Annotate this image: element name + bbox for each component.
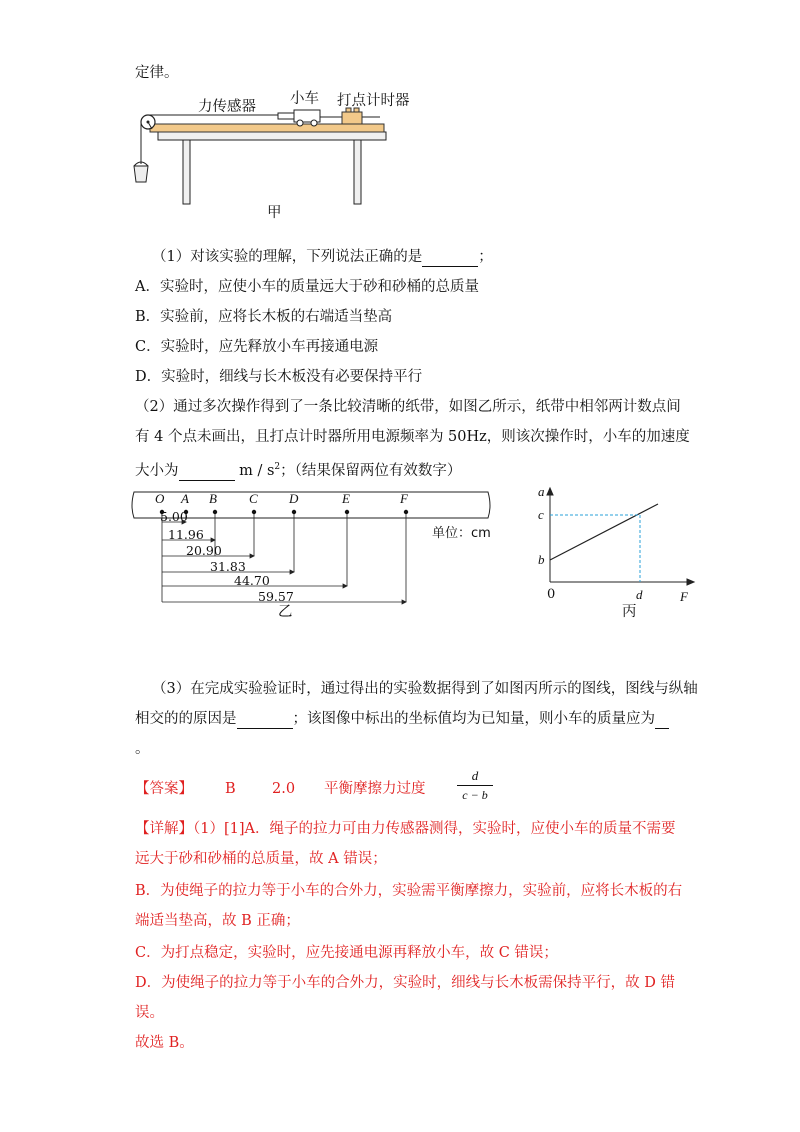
q2-line3: 大小为 m / $s^2$；（结果保留两位有效数字） [135,462,462,479]
point-a: A [181,491,189,506]
detail-line1: 【详解】（1）[1]A．绳子的拉力可由力传感器测得，实验时，应使小车的质量不需要 [135,821,676,837]
axis-f-label: F [680,589,688,604]
q3-line3: 。 [135,741,150,757]
a-f-graph [530,482,700,612]
distance-ob: 11.96 [168,527,204,542]
q1-option-a: A．实验时，应使小车的质量远大于砂和砂桶的总质量 [135,279,479,295]
answer-tag: 【答案】 [135,781,193,797]
answer-3: 平衡摩擦力过度 [324,781,426,797]
tape-unit: 单位：cm [432,526,491,541]
label-c: c [538,507,544,522]
intro-tail: 定律。 [135,65,179,81]
distance-oc: 20.90 [186,543,222,558]
label-cart: 小车 [290,91,319,107]
answer-2: 2.0 [272,781,296,797]
q1-option-b: B．实验前，应将长木板的右端适当垫高 [135,309,393,325]
fraction-bar [457,785,493,786]
q1-option-c: C．实验时，应先释放小车再接通电源 [135,339,379,355]
figure-bing [530,482,700,612]
fraction-denominator: c − b [462,788,488,802]
detail-line6: D．为使绳子的拉力等于小车的合外力，实验时，细线与长木板需保持平行，故 D 错 [135,975,675,991]
detail-line3: B．为使绳子的拉力等于小车的合外力，实验需平衡摩擦力，实验前，应将长木板的右 [135,883,683,899]
caption-bing: 丙 [622,604,637,620]
detail-line4: 端适当垫高，故 B 正确； [135,913,300,929]
distance-oe: 44.70 [234,573,270,588]
q2-blank[interactable] [179,462,235,481]
point-d: D [289,491,299,506]
point-o: O [155,491,165,506]
caption-yi: 乙 [278,604,293,620]
point-b: B [209,491,217,506]
q1-blank[interactable] [422,248,478,267]
label-origin: 0 [547,587,556,602]
q1-option-d: D．实验时，细线与长木板没有必要保持平行 [135,369,423,385]
detail-line5: C．为打点稳定，实验时，应先接通电源再释放小车，故 C 错误； [135,945,558,961]
axis-a-label: a [538,484,545,499]
point-e: E [342,491,350,506]
q3-blank-2[interactable] [655,710,669,729]
caption-jia: 甲 [267,205,282,221]
q1-stem: （1）对该实验的理解，下列说法正确的是 ； [152,249,493,265]
label-b: b [538,552,545,567]
q3-line1: （3）在完成实验验证时，通过得出的实验数据得到了如图丙所示的图线，图线与纵轴 [152,681,698,697]
q3-blank-1[interactable] [237,710,293,729]
label-d: d [636,587,643,602]
q2-line1: （2）通过多次操作得到了一条比较清晰的纸带，如图乙所示，纸带中相邻两计数点间 [135,399,681,415]
distance-od: 31.83 [210,559,246,574]
detail-line8: 故选 B。 [135,1035,194,1051]
detail-line2: 远大于砂和砂桶的总质量，故 A 错误； [135,851,387,867]
distance-oa: 5.00 [160,509,188,524]
point-f: F [400,491,408,506]
q3-line2: 相交的的原因是 ；该图像中标出的坐标值均为已知量，则小车的质量应为 [135,710,669,729]
answer-fraction [455,768,495,808]
detail-line7: 误。 [135,1005,164,1021]
answer-1: B [225,781,236,797]
q2-line2: 有 4 个点未画出，且打点计时器所用电源频率为 50Hz，则该次操作时，小车的加速度 [135,429,690,445]
label-timer: 打点计时器 [337,93,410,109]
point-c: C [249,491,258,506]
label-force-sensor: 力传感器 [198,99,256,115]
fraction-numerator: d [471,768,479,783]
distance-of: 59.57 [258,589,294,604]
